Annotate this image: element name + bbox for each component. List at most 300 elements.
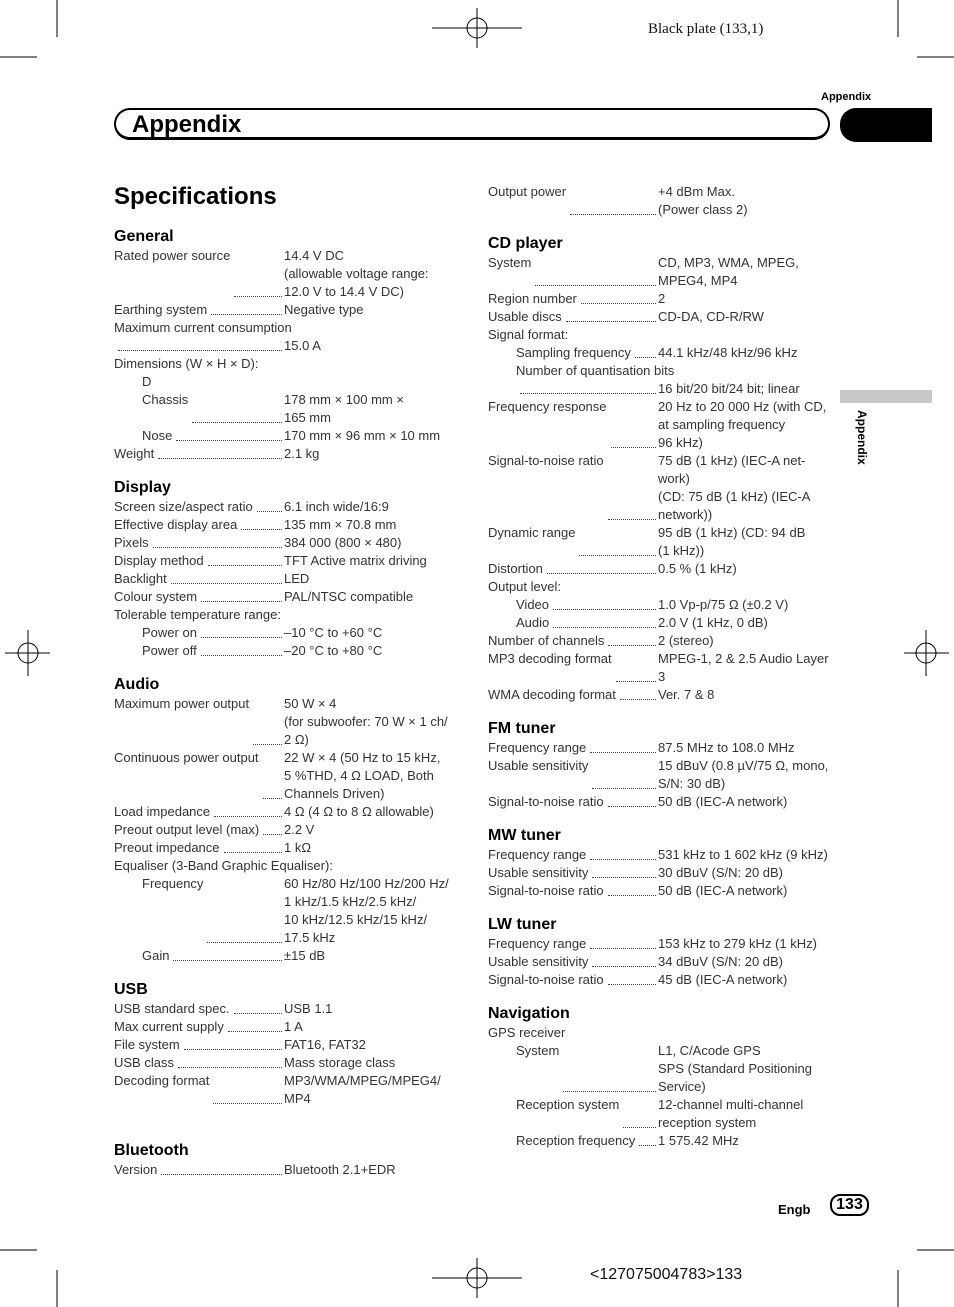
- spec-value-line: (allowable voltage range:: [284, 266, 429, 281]
- spec-row: [488, 846, 833, 864]
- spec-row: [114, 534, 459, 552]
- spec-value-line: MP3/WMA/MPEG/MPEG4/: [284, 1073, 441, 1088]
- spec-value-line: 531 kHz to 1 602 kHz (9 kHz): [658, 847, 828, 862]
- spec-label: Pixels: [114, 535, 149, 550]
- spec-row: [488, 398, 833, 452]
- spec-row: [114, 624, 459, 642]
- spec-label: Preout impedance: [114, 840, 220, 855]
- dot-leader: [566, 308, 656, 322]
- spec-section: [488, 915, 833, 989]
- spec-label: Max current supply: [114, 1019, 224, 1034]
- spec-value-line: 14.4 V DC: [284, 248, 344, 263]
- dot-leader: [590, 739, 656, 753]
- dot-leader: [553, 614, 656, 628]
- spec-label-cell: [488, 1132, 658, 1150]
- spec-row: [488, 524, 833, 560]
- dot-leader: [570, 183, 656, 215]
- spec-value-line: 75 dB (1 kHz) (IEC-A net-: [658, 453, 806, 468]
- spec-label: Frequency range: [488, 740, 587, 755]
- spec-label-cell: [114, 695, 284, 749]
- spec-value-line: 165 mm: [284, 410, 331, 425]
- spec-value-line: Channels Driven): [284, 786, 385, 801]
- spec-section: [114, 980, 459, 1108]
- spec-row: [114, 552, 459, 570]
- spec-label: Reception system: [516, 1097, 620, 1112]
- spec-label-cell: [114, 391, 284, 427]
- spec-value-line: CD, MP3, WMA, MPEG,: [658, 255, 799, 270]
- spec-label: Frequency response: [488, 399, 607, 414]
- spec-row: [488, 560, 833, 578]
- spec-value: [284, 391, 404, 427]
- spec-label-cell: [488, 380, 658, 398]
- spec-value: [658, 1096, 803, 1132]
- side-tab-marker: [840, 390, 932, 403]
- spec-label: Version: [114, 1162, 158, 1177]
- spec-label-cell: [114, 301, 284, 319]
- dot-leader: [118, 337, 282, 351]
- spec-value-line: Bluetooth 2.1+EDR: [284, 1162, 396, 1177]
- spec-label: Signal-to-noise ratio: [488, 453, 604, 468]
- spec-label: Frequency range: [488, 936, 587, 951]
- spec-label-cell: [114, 821, 284, 839]
- section-title: Appendix: [132, 111, 242, 138]
- spec-value-line: LED: [284, 571, 310, 586]
- spec-value-line: CD-DA, CD-R/RW: [658, 309, 764, 324]
- spec-section: [488, 1004, 833, 1150]
- dot-leader: [620, 686, 656, 700]
- spec-value: [658, 757, 828, 793]
- spec-label: Backlight: [114, 571, 167, 586]
- spec-value-line: (CD: 75 dB (1 kHz) (IEC-A: [658, 489, 811, 504]
- spec-value: [284, 624, 382, 642]
- spec-row: [114, 1000, 459, 1018]
- spec-label: System: [488, 255, 532, 270]
- dot-leader: [158, 445, 282, 459]
- spec-row: [114, 642, 459, 660]
- spec-value: [284, 337, 321, 355]
- spec-label: Equaliser (3-Band Graphic Equaliser):: [114, 858, 333, 873]
- spec-row: [488, 344, 833, 362]
- section-heading: MW tuner: [488, 827, 561, 844]
- spec-label: Signal format:: [488, 327, 569, 342]
- left-column: [114, 182, 459, 1179]
- spec-value: [284, 803, 434, 821]
- spec-row: [114, 821, 459, 839]
- spec-value-line: MPEG-1, 2 & 2.5 Audio Layer: [658, 651, 829, 666]
- spec-value: [284, 642, 382, 660]
- spec-value: [658, 254, 799, 290]
- dot-leader: [608, 882, 656, 896]
- spec-value-line: TFT Active matrix driving: [284, 553, 427, 568]
- spec-row: [114, 445, 459, 463]
- spec-value-line: 2 Ω): [284, 732, 309, 747]
- spec-label: Signal-to-noise ratio: [488, 972, 604, 987]
- spec-row: [114, 588, 459, 606]
- spec-label-cell: [114, 1161, 284, 1179]
- spec-value-line: 10 kHz/12.5 kHz/15 kHz/: [284, 912, 428, 927]
- spec-value-line: 15.0 A: [284, 338, 321, 353]
- section-heading: USB: [114, 981, 148, 998]
- spec-value-line: 6.1 inch wide/16:9: [284, 499, 389, 514]
- spec-value: [658, 935, 817, 953]
- spec-value: [284, 875, 449, 947]
- spec-label: Number of channels: [488, 633, 605, 648]
- dot-leader: [176, 427, 282, 441]
- spec-value-line: work): [658, 471, 690, 486]
- spec-label: Distortion: [488, 561, 543, 576]
- language-label: Engb: [778, 1202, 811, 1217]
- spec-label-cell: [488, 757, 658, 793]
- spec-row: [488, 650, 833, 686]
- spec-label-cell: [488, 254, 658, 290]
- spec-row: [114, 391, 459, 427]
- spec-value-line: L1, C/Acode GPS: [658, 1043, 761, 1058]
- spec-value-line: Ver. 7 & 8: [658, 687, 715, 702]
- spec-value: [658, 971, 787, 989]
- spec-row: [488, 757, 833, 793]
- dot-leader: [547, 560, 656, 574]
- spec-value: [658, 524, 805, 560]
- spec-row: [114, 839, 459, 857]
- spec-label-cell: [488, 935, 658, 953]
- spec-value: [284, 821, 314, 839]
- spec-value: [658, 882, 787, 900]
- spec-label-cell: [114, 1000, 284, 1018]
- spec-label: Display method: [114, 553, 204, 568]
- spec-label: Usable sensitivity: [488, 954, 589, 969]
- spec-row: [114, 803, 459, 821]
- spec-value-line: 2.1 kg: [284, 446, 320, 461]
- dot-leader: [208, 552, 282, 566]
- spec-value-line: 22 W × 4 (50 Hz to 15 kHz,: [284, 750, 441, 765]
- spec-label: Continuous power output: [114, 750, 259, 765]
- dot-leader: [207, 875, 282, 943]
- spec-section: [488, 234, 833, 704]
- spec-label: Decoding format: [114, 1073, 210, 1088]
- spec-label-cell: [114, 570, 284, 588]
- section-heading: CD player: [488, 235, 563, 252]
- spec-label: Earthing system: [114, 302, 208, 317]
- spec-label-cell: [114, 427, 284, 445]
- spec-label: Colour system: [114, 589, 198, 604]
- spec-value-line: at sampling frequency: [658, 417, 786, 432]
- spec-label: Region number: [488, 291, 577, 306]
- spec-value-line: 50 dB (IEC-A network): [658, 794, 788, 809]
- spec-section: [488, 719, 833, 811]
- spec-label: Signal-to-noise ratio: [488, 883, 604, 898]
- spec-row: [488, 882, 833, 900]
- spec-value: [284, 570, 309, 588]
- spec-value: [284, 1036, 366, 1054]
- dot-leader: [608, 452, 656, 520]
- dot-leader: [639, 1132, 656, 1146]
- spec-row: [114, 1054, 459, 1072]
- dot-leader: [201, 642, 282, 656]
- spec-label: Signal-to-noise ratio: [488, 794, 604, 809]
- dot-leader: [224, 839, 282, 853]
- spec-value-line: 1.0 Vp-p/75 Ω (±0.2 V): [658, 597, 789, 612]
- spec-label: USB standard spec.: [114, 1001, 230, 1016]
- spec-value-line: +4 dBm Max.: [658, 184, 735, 199]
- spec-label: Reception frequency: [516, 1133, 636, 1148]
- spec-value-line: 17.5 kHz: [284, 930, 336, 945]
- spec-value-line: 153 kHz to 279 kHz (1 kHz): [658, 936, 817, 951]
- spec-value-line: MP4: [284, 1091, 311, 1106]
- spec-value-line: 4 Ω (4 Ω to 8 Ω allowable): [284, 804, 434, 819]
- dot-leader: [173, 947, 282, 961]
- section-heading: Audio: [114, 676, 160, 693]
- spec-label-cell: [488, 614, 658, 632]
- running-header: Appendix: [821, 91, 872, 103]
- spec-label: Gain: [142, 948, 170, 963]
- spec-value: [284, 516, 396, 534]
- spec-value: [658, 864, 783, 882]
- spec-row: [488, 739, 833, 757]
- dot-leader: [234, 1000, 282, 1014]
- spec-label: Usable sensitivity: [488, 758, 589, 773]
- spec-value: [284, 1018, 303, 1036]
- spec-row: [488, 864, 833, 882]
- section-heading: Bluetooth: [114, 1142, 189, 1159]
- spec-label: D: [142, 374, 152, 389]
- spec-value-line: 95 dB (1 kHz) (CD: 94 dB: [658, 525, 806, 540]
- spec-value-line: 50 dB (IEC-A network): [658, 883, 788, 898]
- spec-value: [284, 749, 440, 803]
- spec-value-line: FAT16, FAT32: [284, 1037, 366, 1052]
- spec-value-line: 170 mm × 96 mm × 10 mm: [284, 428, 441, 443]
- spec-value-line: (for subwoofer: 70 W × 1 ch/: [284, 714, 448, 729]
- spec-value-line: 178 mm × 100 mm ×: [284, 392, 404, 407]
- spec-value-line: 15 dBuV (0.8 µV/75 Ω, mono,: [658, 758, 829, 773]
- spec-value: [658, 846, 828, 864]
- spec-value-line: 2 (stereo): [658, 633, 714, 648]
- spec-label-cell: [114, 624, 284, 642]
- spec-label: Power off: [142, 643, 197, 658]
- spec-label: Rated power source: [114, 248, 231, 263]
- section-bar: [114, 108, 830, 140]
- spec-value-line: Negative type: [284, 302, 364, 317]
- spec-label-cell: [488, 290, 658, 308]
- spec-value-line: Service): [658, 1079, 706, 1094]
- spec-value-line: SPS (Standard Positioning: [658, 1061, 812, 1076]
- spec-label-cell: [114, 445, 284, 463]
- spec-label-cell: [114, 337, 284, 355]
- spec-label-cell: [114, 1072, 284, 1108]
- spec-label: WMA decoding format: [488, 687, 616, 702]
- spec-value: [284, 534, 401, 552]
- spec-label: Weight: [114, 446, 155, 461]
- spec-value-line: 2.2 V: [284, 822, 315, 837]
- spec-label-cell: [114, 552, 284, 570]
- spec-label-cell: [488, 524, 658, 560]
- spec-label: Screen size/aspect ratio: [114, 499, 253, 514]
- spec-label-cell: [114, 1036, 284, 1054]
- spec-row: [114, 570, 459, 588]
- spec-row: [488, 308, 833, 326]
- spec-label-cell: [114, 516, 284, 534]
- spec-label-cell: [114, 642, 284, 660]
- spec-row: [488, 1096, 833, 1132]
- spec-label: Effective display area: [114, 517, 238, 532]
- spec-row: [488, 953, 833, 971]
- spec-value: [284, 1161, 396, 1179]
- spec-value: [658, 398, 826, 452]
- spec-label-cell: [114, 498, 284, 516]
- spec-row: [488, 1132, 833, 1150]
- spec-label-cell: [114, 1018, 284, 1036]
- spec-value: [284, 498, 389, 516]
- spec-label-cell: [488, 864, 658, 882]
- spec-label: MP3 decoding format: [488, 651, 612, 666]
- dot-leader: [263, 821, 282, 835]
- spec-row: [114, 301, 459, 319]
- section-heading: Display: [114, 479, 171, 496]
- dot-leader: [520, 380, 656, 394]
- spec-label-cell: [488, 739, 658, 757]
- spec-value: [658, 380, 800, 398]
- spec-value-line: 30 dBuV (S/N: 20 dB): [658, 865, 784, 880]
- spec-section: [114, 675, 459, 965]
- dot-leader: [184, 1036, 282, 1050]
- dot-leader: [563, 1042, 656, 1092]
- spec-value-line: 1 kΩ: [284, 840, 312, 855]
- spec-label-cell: [488, 882, 658, 900]
- spec-value-line: 16 bit/20 bit/24 bit; linear: [658, 381, 800, 396]
- spec-value: [284, 445, 319, 463]
- spec-label: GPS receiver: [488, 1025, 566, 1040]
- dot-leader: [257, 498, 282, 512]
- spec-label-cell: [114, 947, 284, 965]
- spec-label-cell: [488, 452, 658, 524]
- spec-label: Frequency range: [488, 847, 587, 862]
- spec-value: [658, 793, 787, 811]
- dot-leader: [253, 695, 282, 745]
- spec-value-line: 34 dBuV (S/N: 20 dB): [658, 954, 784, 969]
- spec-row: [114, 1161, 459, 1179]
- spec-row: [488, 686, 833, 704]
- dot-leader: [214, 803, 282, 817]
- spec-value-line: 5 %THD, 4 Ω LOAD, Both: [284, 768, 434, 783]
- dot-leader: [590, 935, 656, 949]
- spec-label: Usable sensitivity: [488, 865, 589, 880]
- spec-row: [114, 695, 459, 749]
- spec-value: [658, 452, 810, 524]
- spec-value: [284, 301, 364, 319]
- spec-value-line: 60 Hz/80 Hz/100 Hz/200 Hz/: [284, 876, 449, 891]
- spec-value-line: –20 °C to +80 °C: [284, 643, 383, 658]
- spec-row: [114, 1072, 459, 1108]
- spec-label-cell: [114, 247, 284, 301]
- spec-label-cell: [114, 803, 284, 821]
- spec-label: Frequency: [142, 876, 204, 891]
- spec-value-line: Mass storage class: [284, 1055, 396, 1070]
- dot-leader: [608, 793, 656, 807]
- spec-label-cell: [488, 560, 658, 578]
- spec-row: [114, 498, 459, 516]
- spec-label-cell: [488, 953, 658, 971]
- spec-label: Dimensions (W × H × D):: [114, 356, 259, 371]
- spec-value-line: –10 °C to +60 °C: [284, 625, 383, 640]
- spec-label-cell: [488, 1042, 658, 1096]
- spec-row: [114, 1036, 459, 1054]
- spec-row: [488, 183, 833, 219]
- spec-row: [488, 290, 833, 308]
- spec-value: [284, 1054, 395, 1072]
- spec-section: [488, 826, 833, 900]
- spec-value: [658, 1042, 812, 1096]
- spec-label-cell: [488, 398, 658, 452]
- spec-row: [488, 632, 833, 650]
- spec-label: Sampling frequency: [516, 345, 631, 360]
- dot-leader: [171, 570, 282, 584]
- spec-label: Load impedance: [114, 804, 211, 819]
- spec-label: Tolerable temperature range:: [114, 607, 281, 622]
- spec-row: [488, 380, 833, 398]
- dot-leader: [192, 391, 282, 423]
- spec-row: [114, 1018, 459, 1036]
- spec-label-cell: [488, 1096, 658, 1132]
- page-number: 133: [830, 1194, 869, 1216]
- dot-leader: [592, 864, 656, 878]
- spec-value-line: (Power class 2): [658, 202, 748, 217]
- spec-value: [658, 344, 797, 362]
- spec-value-line: 87.5 MHz to 108.0 MHz: [658, 740, 795, 755]
- spec-value-line: 1 575.42 MHz: [658, 1133, 739, 1148]
- dot-leader: [263, 749, 282, 799]
- spec-value: [658, 650, 829, 686]
- spec-label-cell: [114, 875, 284, 947]
- spec-label: Dynamic range: [488, 525, 576, 540]
- spec-value-line: 50 W × 4: [284, 696, 337, 711]
- spec-label: Video: [516, 597, 550, 612]
- dot-leader: [241, 516, 282, 530]
- dot-leader: [623, 1096, 656, 1128]
- spec-value: [658, 308, 764, 326]
- spec-section: [114, 227, 459, 463]
- spec-row: [114, 875, 459, 947]
- section-heading: FM tuner: [488, 720, 556, 737]
- spec-value: [284, 839, 311, 857]
- right-column: [488, 168, 833, 1150]
- spec-value-line: 96 kHz): [658, 435, 703, 450]
- dot-leader: [201, 624, 282, 638]
- spec-label-cell: [114, 588, 284, 606]
- spec-value-line: USB 1.1: [284, 1001, 333, 1016]
- dot-leader: [592, 953, 656, 967]
- spec-row: [488, 971, 833, 989]
- spec-label: Nose: [142, 428, 173, 443]
- dot-leader: [178, 1054, 282, 1068]
- spec-value-line: reception system: [658, 1115, 757, 1130]
- dot-leader: [234, 247, 282, 297]
- spec-section: [114, 478, 459, 660]
- spec-value-line: 12.0 V to 14.4 V DC): [284, 284, 404, 299]
- spec-label: Maximum current consumption: [114, 320, 292, 335]
- spec-value: [284, 247, 429, 301]
- spec-value-line: (1 kHz)): [658, 543, 705, 558]
- spec-value-line: 0.5 % (1 kHz): [658, 561, 737, 576]
- spec-value: [658, 614, 768, 632]
- dot-leader: [213, 1072, 282, 1104]
- spec-value-line: PAL/NTSC compatible: [284, 589, 414, 604]
- spec-value: [284, 1000, 332, 1018]
- spec-value: [658, 1132, 739, 1150]
- spec-label: Chassis: [142, 392, 189, 407]
- spec-row: [488, 1042, 833, 1096]
- spec-label-cell: [114, 749, 284, 803]
- spec-value-line: network)): [658, 507, 713, 522]
- spec-label-cell: [488, 596, 658, 614]
